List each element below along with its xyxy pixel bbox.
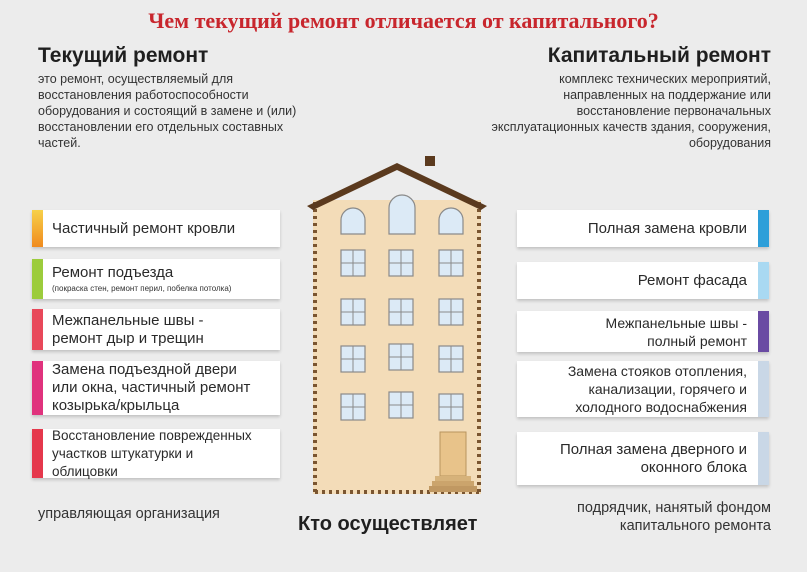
color-bar xyxy=(32,429,43,478)
color-bar xyxy=(758,432,769,485)
item-text xyxy=(32,264,237,294)
current-repair-item xyxy=(32,429,280,478)
current-repair-item xyxy=(32,259,280,299)
item-label: Частичный ремонт кровли xyxy=(52,219,236,237)
item-label: Замена стояков отопления, канализации, горячего и холодного водоснабжения xyxy=(567,363,747,415)
capital-repair-item xyxy=(517,210,769,247)
item-sublabel: (покраска стен, ремонт перил, побелка потолка) xyxy=(52,284,232,293)
capital-repair-performer: подрядчик, нанятый фондом капитального ремонта xyxy=(577,500,771,534)
capital-repair-item xyxy=(517,361,769,417)
current-repair-item xyxy=(32,361,280,415)
current-repair-item xyxy=(32,309,280,350)
capital-repair-item xyxy=(517,262,769,299)
item-label: Полная замена кровли xyxy=(587,219,747,237)
capital-repair-heading: Капитальный ремонт xyxy=(547,44,771,67)
current-repair-description: это ремонт, осуществляемый для восстановления работоспособности оборудования и состоящий в замене и (или) восстановлении его отдельных составных частей. xyxy=(38,72,297,150)
current-repair-heading: Текущий ремонт xyxy=(38,44,209,67)
color-bar xyxy=(758,311,769,352)
color-bar xyxy=(758,361,769,417)
current-repair-item xyxy=(32,210,280,247)
color-bar xyxy=(758,262,769,299)
current-repair-performer: управляющая организация xyxy=(38,506,220,522)
page-title: Чем текущий ремонт отличается от капитального? xyxy=(148,8,659,33)
item-label: Ремонт фасада xyxy=(637,271,747,289)
color-bar xyxy=(32,210,43,247)
color-bar xyxy=(32,309,43,350)
capital-repair-item xyxy=(517,311,769,352)
color-bar xyxy=(758,210,769,247)
item-label: Межпанельные швы - полный ремонт xyxy=(605,314,747,349)
who-performs-label: Кто осуществляет xyxy=(298,513,478,535)
item-label: Восстановление поврежденных участков штукатурки и облицовки xyxy=(52,427,252,479)
capital-repair-description: комплекс технических мероприятий, направленных на поддержание или восстановление первоначальных эксплуатационных качеств здания, сооружения, оборудования xyxy=(491,72,771,150)
color-bar xyxy=(32,259,43,299)
item-label: Межпанельные швы - ремонт дыр и трещин xyxy=(52,311,204,347)
item-label: Замена подъездной двери или окна, частичный ремонт козырька/крыльца xyxy=(52,361,251,414)
building-illustration xyxy=(297,156,497,496)
item-label: Ремонт подъезда xyxy=(52,264,174,281)
item-label: Полная замена дверного и оконного блока xyxy=(559,440,747,476)
capital-repair-item xyxy=(517,432,769,485)
color-bar xyxy=(32,361,43,415)
